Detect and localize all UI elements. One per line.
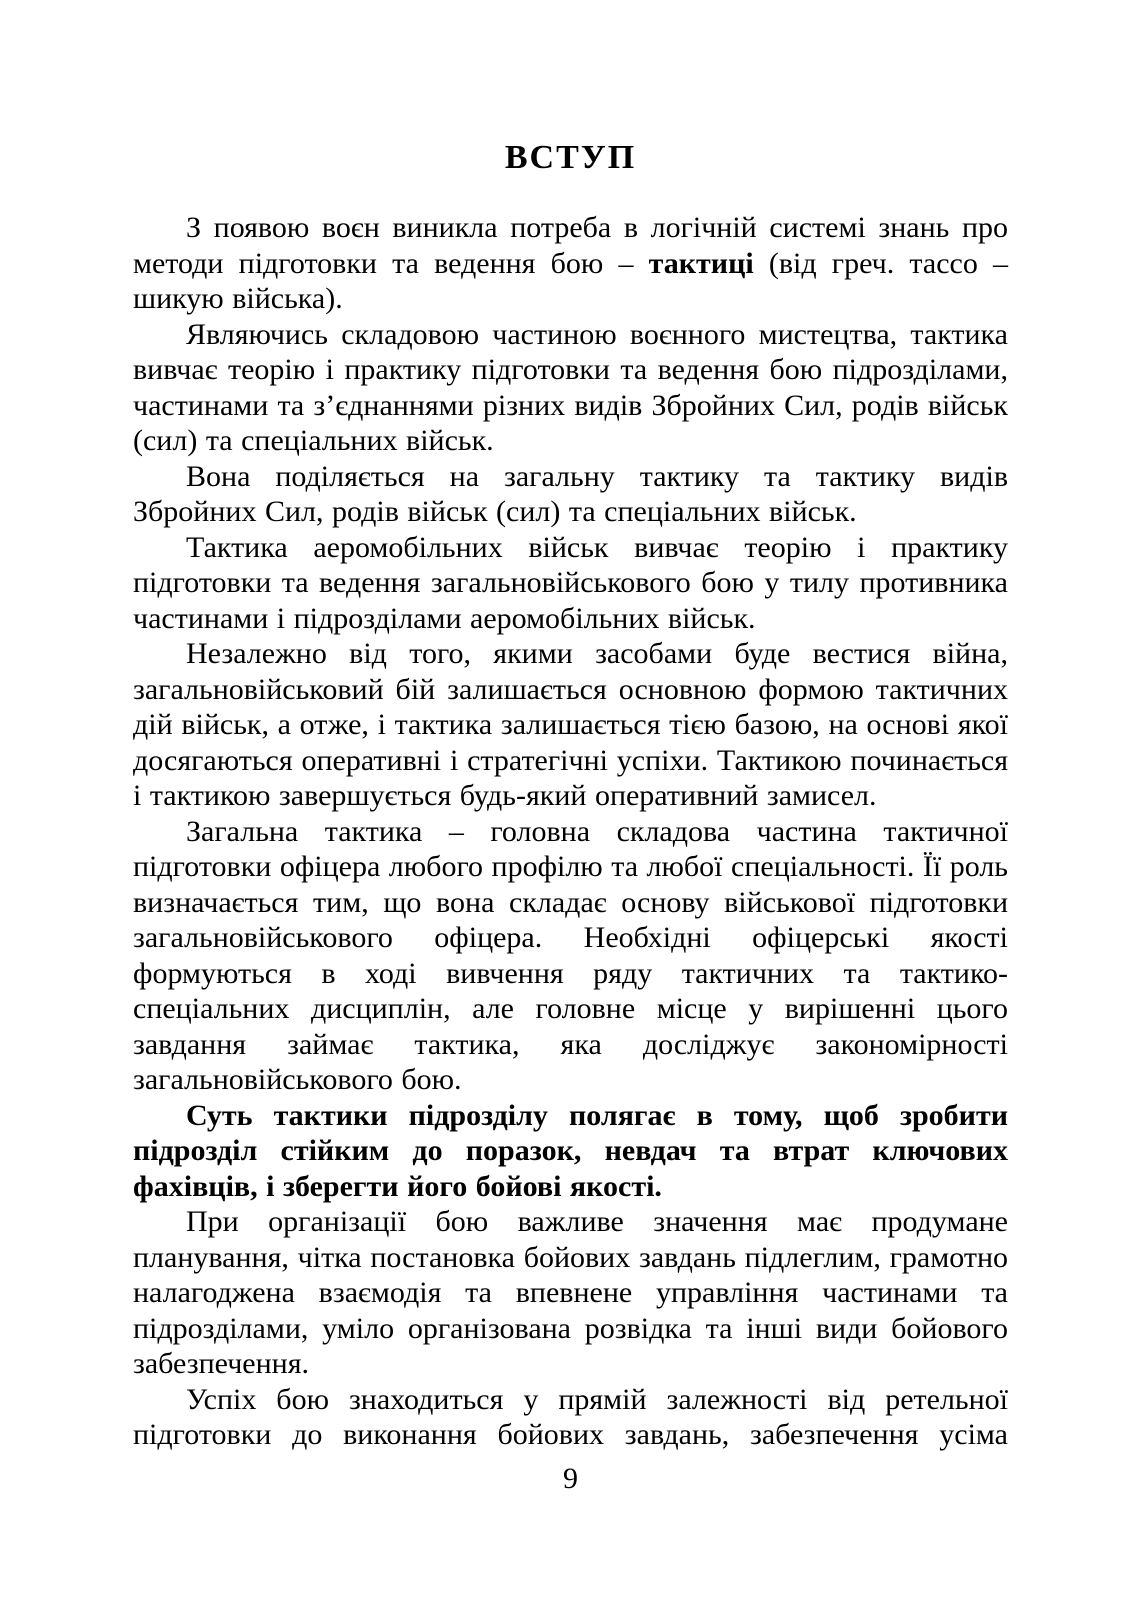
paragraph xyxy=(133,210,1008,317)
page-title: ВСТУП xyxy=(504,139,637,176)
paragraph-text: При організації бою важливе значення має продумане планування, чітка постановка бойових завдань підлеглим, грамотно налагоджена взаємодія та впевнене управління частинами та підрозділами, уміло організована розвідка та інші види бойового забезпечення. xyxy=(133,1205,1008,1380)
paragraph xyxy=(133,1098,1008,1205)
paragraph-text: (від греч. тассо – шикую війська). xyxy=(133,246,1008,315)
paragraph xyxy=(133,1382,1008,1453)
paragraph xyxy=(133,459,1008,530)
paragraph xyxy=(133,814,1008,1098)
paragraph-text: Тактика аеромобільних військ вивчає теорію і практику підготовки та ведення загальновійськового бою у тилу противника частинами і підрозділами аеромобільних військ. xyxy=(133,530,1008,635)
paragraph xyxy=(133,317,1008,459)
paragraph-text: Незалежно від того, якими засобами буде вестися війна, загальновійськовий бій залишається основною формою тактичних дій військ, а отже, і тактика залишається тією базою, на основі якої досягаються оперативні і стратегічні успіхи. Тактикою починається і тактикою завершується будь-який оперативний замисел. xyxy=(133,637,1008,812)
paragraph-text: Являючись складовою частиною воєнного мистецтва, тактика вивчає теорію і практику підготовки та ведення бою підрозділами, частинами та з’єднаннями різних видів Збройних Сил, родів військ (сил) та спеціальних військ. xyxy=(133,317,1008,457)
paragraph xyxy=(133,636,1008,814)
paragraph-text: Успіх бою знаходиться у прямій залежності від ретельної підготовки до виконання бойових завдань, забезпечення усіма xyxy=(133,1382,1008,1451)
paragraph-text: Загальна тактика – головна складова частина тактичної підготовки офіцера любого профілю та любої спеціальності. Її роль визначається тим, що вона складає основу військової підготовки загальновійськового офіцера. Необхідні офіцерські якості формуються в ході вивчення ряду тактичних та тактико-спеціальних дисциплін, але головне місце у вирішенні цього завдання займає тактика, яка досліджує закономірності загальновійськового бою. xyxy=(133,814,1008,1096)
page-number: 9 xyxy=(563,1461,578,1495)
paragraph xyxy=(133,530,1008,637)
paragraph-text: З появою воєн виникла потреба в логічній системі знань про методи підготовки та ведення бою – xyxy=(133,211,1008,280)
paragraph-text: Вона поділяється на загальну тактику та тактику видів Збройних Сил, родів військ (сил) та спеціальних військ. xyxy=(133,459,1008,528)
bold-term: тактиці xyxy=(648,246,754,280)
paragraph-text-bold: Суть тактики підрозділу полягає в тому, щоб зробити підрозділ стійким до поразок, невдач та втрат ключових фахівців, і зберегти його бойові якості. xyxy=(133,1098,1008,1203)
paragraph xyxy=(133,1204,1008,1382)
